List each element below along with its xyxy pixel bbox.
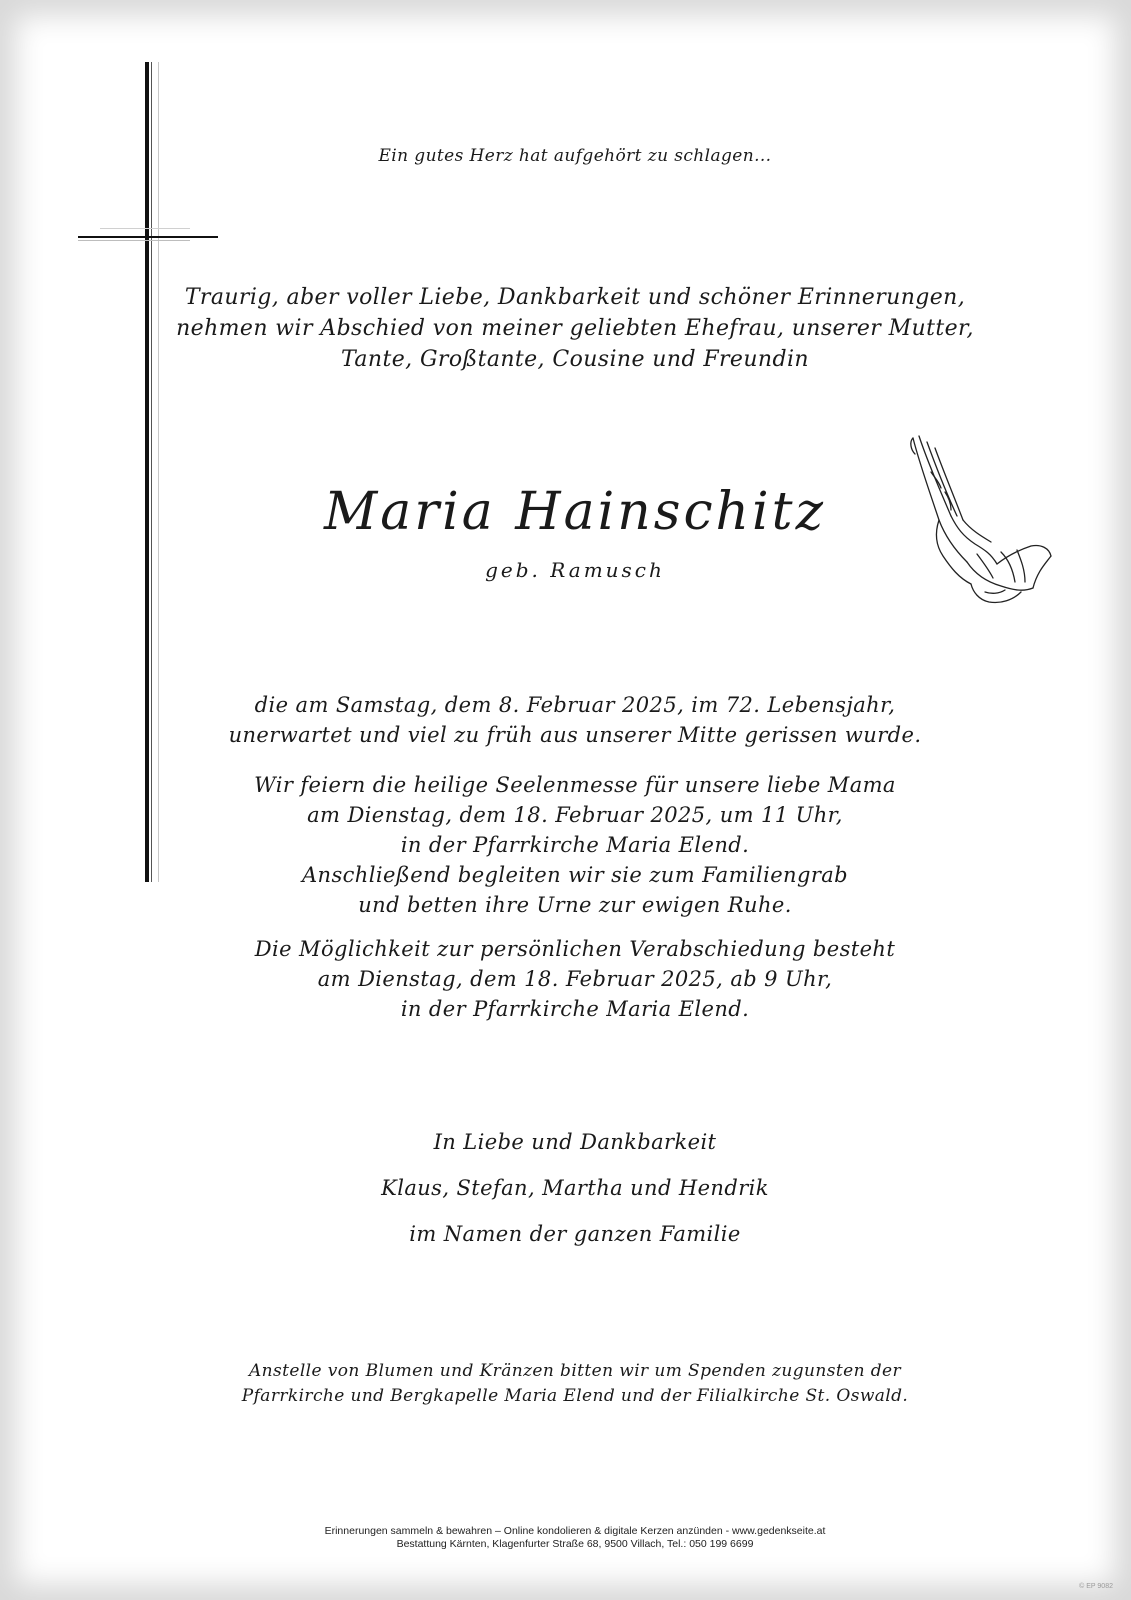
signature-family: im Namen der ganzen Familie bbox=[409, 1222, 741, 1246]
deceased-name: Maria Hainschitz bbox=[324, 482, 826, 542]
paragraph-line: Die Möglichkeit zur persönlichen Verabschiedung besteht bbox=[254, 937, 896, 961]
farewell-paragraph bbox=[120, 934, 1030, 1024]
birth-name: geb. Ramusch bbox=[485, 558, 665, 582]
donation-line: Anstelle von Blumen und Kränzen bitten wir um Spenden zugunsten der bbox=[249, 1361, 901, 1381]
motto: Ein gutes Herz hat aufgehört zu schlagen... bbox=[378, 146, 772, 166]
footer-line: Erinnerungen sammeln & bewahren – Online kondolieren & digitale Kerzen anzünden - www.gedenkseite.at bbox=[324, 1525, 826, 1537]
paragraph-line: am Dienstag, dem 18. Februar 2025, um 11 Uhr, bbox=[307, 803, 843, 827]
signature-names: Klaus, Stefan, Martha und Hendrik bbox=[381, 1176, 769, 1200]
document-code: © EP 9082 bbox=[1079, 1583, 1113, 1590]
paragraph-line: in der Pfarrkirche Maria Elend. bbox=[400, 997, 750, 1021]
paragraph-line: in der Pfarrkirche Maria Elend. bbox=[400, 833, 750, 857]
intro-line: Traurig, aber voller Liebe, Dankbarkeit und schöner Erinnerungen, bbox=[184, 285, 966, 310]
paragraph-line: am Dienstag, dem 18. Februar 2025, ab 9 Uhr, bbox=[317, 967, 833, 991]
footer-line: Bestattung Kärnten, Klagenfurter Straße 68, 9500 Villach, Tel.: 050 199 6699 bbox=[396, 1538, 754, 1550]
paragraph-line: Anschließend begleiten wir sie zum Familiengrab bbox=[301, 863, 849, 887]
intro-text bbox=[120, 282, 1030, 375]
donation-note bbox=[120, 1359, 1030, 1409]
cross-icon bbox=[0, 0, 230, 900]
footer bbox=[120, 1525, 1030, 1551]
paragraph-line: und betten ihre Urne zur ewigen Ruhe. bbox=[358, 893, 792, 917]
intro-line: Tante, Großtante, Cousine und Freundin bbox=[341, 347, 809, 372]
paragraph-line: unerwartet und viel zu früh aus unserer Mitte gerissen wurde. bbox=[228, 723, 922, 747]
paragraph-line: Wir feiern die heilige Seelenmesse für unsere liebe Mama bbox=[254, 773, 896, 797]
funeral-mass-paragraph bbox=[120, 770, 1030, 920]
paragraph-line: die am Samstag, dem 8. Februar 2025, im 72. Lebensjahr, bbox=[254, 693, 896, 717]
signature-closing: In Liebe und Dankbarkeit bbox=[433, 1130, 717, 1154]
intro-line: nehmen wir Abschied von meiner geliebten Ehefrau, unserer Mutter, bbox=[176, 316, 974, 341]
death-notice-paragraph bbox=[120, 690, 1030, 750]
donation-line: Pfarrkirche und Bergkapelle Maria Elend und der Filialkirche St. Oswald. bbox=[241, 1386, 909, 1406]
